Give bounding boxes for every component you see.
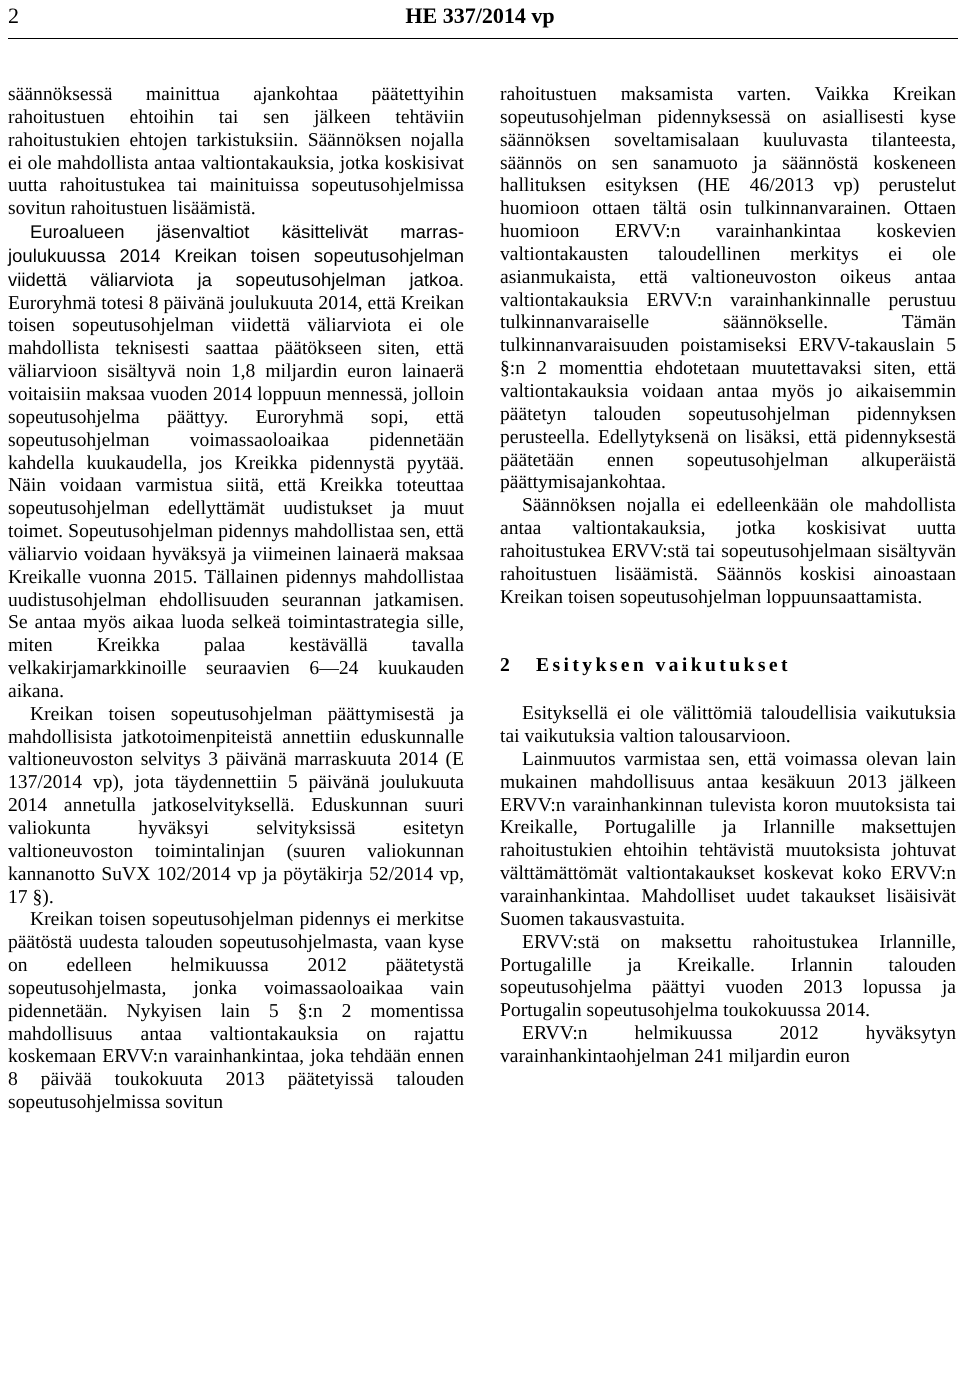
- paragraph-law-change: Lainmuutos varmistaa sen, että voimassa olevan lain mukainen mahdollisuus antaa kesäkuun 2013 jälkeen ERVV:n varainhankinnan tulevista koron muutoksista tai Kreikalle, Portugalille ja Irlannille maksettujen rahoitustukien ehtoihin tehtävistä muutoksista johtuvat välttämättömät valtiontakaukset koskevat koko ERVV:n varainhankintaa. Mahdolliset uudet takaukset lisäisivät Suomen takausvastuita.: [500, 748, 956, 930]
- section-heading: [500, 655, 956, 678]
- paragraph-extension: Kreikan toisen sopeutusohjelman pidennys ei merkitse päätöstä uudesta talouden sopeutusohjelmasta, vaan kyse on edelleen helmikuussa 2012 päätetystä sopeutusohjelmasta, jonka voimassaoloaikaa vain pidennetään. Nykyisen lain 5 §:n 2 momentissa mahdollisuus antaa valtiontakauksia on rajattu koskemaan ERVV:n varainhankintaa, joka tehdään ennen 8 päivää toukokuuta 2013 päätetyissä talouden sopeutusohjelmissa sovitun: [8, 909, 464, 1114]
- page-header: [0, 0, 960, 36]
- paragraph-continuation: säännöksessä mainittua ajankohtaa päätettyihin rahoitustuen ehtoihin tai sen jälkeen tehtäviin rahoitustukien ehtojen tarkistuksiin. Säännöksen nojalla ei ole mahdollista antaa valtiontakauksia, jotka koskisivat uutta rahoitustukea tai mainituissa sopeutusohjelmissa sovitun rahoitustuen lisäämistä.: [8, 84, 464, 220]
- paragraph-eurogroup: Euroryhmä totesi 8 päivänä joulukuuta 2014, että Kreikan toisen sopeutusohjelman viidettä väliarviota ei ole mahdollista teknisesti saattaa päätökseen siten, että väliarvioon sisältyvä noin 1,8 miljardin euron lainaerä voitaisiin maksaa vuoden 2014 loppuun mennessä, jolloin sopeutusohjelma päättyy. Euroryhmä sopi, että sopeutusohjelman voimassaoloaikaa pidennetään kahdella kuukaudella, jos Kreikka pidennystä pyytää. Näin voidaan varmistua siitä, että Kreikka toteuttaa sopeutusohjelman edellyttämät uudistukset ja muut toimet. Sopeutusohjelman pidennys mahdollistaa sen, että väliarvio voidaan hyväksyä ja viimeinen lainaerä maksaa Kreikalle vuonna 2015. Tällainen pidennys mahdollistaa uudistusohjelman ehdollisuuden seurannan jatkamisen. Se antaa myös aikaa luoda selkeä toimintastrategia sille, miten Kreikka palaa kestävällä tavalla velkakirjamarkkinoille seuraavien 6—24 kuukauden aikana.: [8, 292, 464, 702]
- section-title: Esityksen vaikutukset: [536, 655, 791, 677]
- paragraph-government-report: Kreikan toisen sopeutusohjelman päättymisestä ja mahdollisista jatkotoimenpiteistä annettiin eduskunnalle valtioneuvoston selvitys 3 päivänä marraskuuta 2014 (E 137/2014 vp), jota täydennettiin 5 päivänä joulukuuta 2014 annetulla jatkoselvityksellä. Eduskunnan suuri valiokunta hyväksyi selvityksissä esitetyn valtioneuvoston toimintalinjan (suuren valiokunnan kannanotto SuVX 102/2014 vp ja pöytäkirja 52/2014 vp, 17 §).: [8, 703, 464, 908]
- paragraph-eurozone-review: Euroalueen jäsenvaltiot käsittelivät marras-joulukuussa 2014 Kreikan toisen sopeutusohjelman viidettä väliarviota ja sopeutusohjelman jatkoa.: [8, 221, 464, 290]
- paragraph-funding-programme: ERVV:n helmikuussa 2012 hyväksytyn varainhankintaohjelman 241 miljardin euron: [500, 1023, 956, 1067]
- paragraph-no-new-guarantees: Säännöksen nojalla ei edelleenkään ole mahdollista antaa valtiontakauksia, jotka koskisivat uutta rahoitustukea ERVV:stä tai sopeutusohjelmaan sisältyvän rahoitustuen lisäämistä. Säännös koskisi ainoastaan Kreikan toisen sopeutusohjelman loppuunsaattamista.: [500, 495, 956, 608]
- page-number: 2: [8, 3, 19, 28]
- right-column: [500, 84, 956, 1069]
- left-column: [8, 84, 464, 1115]
- paragraph-no-direct-effects: Esityksellä ei ole välittömiä taloudellisia vaikutuksia tai vaikutuksia valtion talousarvioon.: [500, 703, 956, 748]
- document-id: HE 337/2014 vp: [405, 3, 555, 28]
- section-number: 2: [500, 655, 510, 677]
- paragraph-efsf-payments: ERVV:stä on maksettu rahoitustukea Irlannille, Portugalille ja Kreikalle. Irlannin talouden sopeutusohjelma päättyi vuoden 2013 lopussa ja Portugalin sopeutusohjelma toukokuussa 2014.: [500, 931, 956, 1022]
- paragraph-continuation-right: rahoitustuen maksamista varten. Vaikka Kreikan sopeutusohjelman pidennyksessä on asiallisesti kyse säännöksen soveltamisalaan kuuluvasta tilanteesta, säännös on sen sanamuoto ja säännöstä koskeneen hallituksen esityksen (HE 46/2013 vp) perustelut huomioon ottaen tältä osin tulkinnanvarainen. Ottaen huomioon ERVV:n varainhankintaa koskevien valtiontakausten taloudellinen merkitys ei ole asianmukaista, että valtioneuvoston oikeus antaa valtiontakauksia ERVV:n varainhankinnalle perustuu tulkinnanvaraiselle säännökselle. Tämän tulkinnanvaraisuuden poistamiseksi ERVV-takauslain 5 §:n 2 momenttia ehdotetaan muutettavaksi siten, että valtiontakauksia voidaan antaa myös jo aikaisemmin päätetyn talouden sopeutusohjelman pidennyksen perusteella. Edellytyksenä on lisäksi, että pidennyksestä päätetään ennen sopeutusohjelman alkuperäistä päättymisajankohtaa.: [500, 84, 956, 494]
- header-rule: [8, 38, 958, 39]
